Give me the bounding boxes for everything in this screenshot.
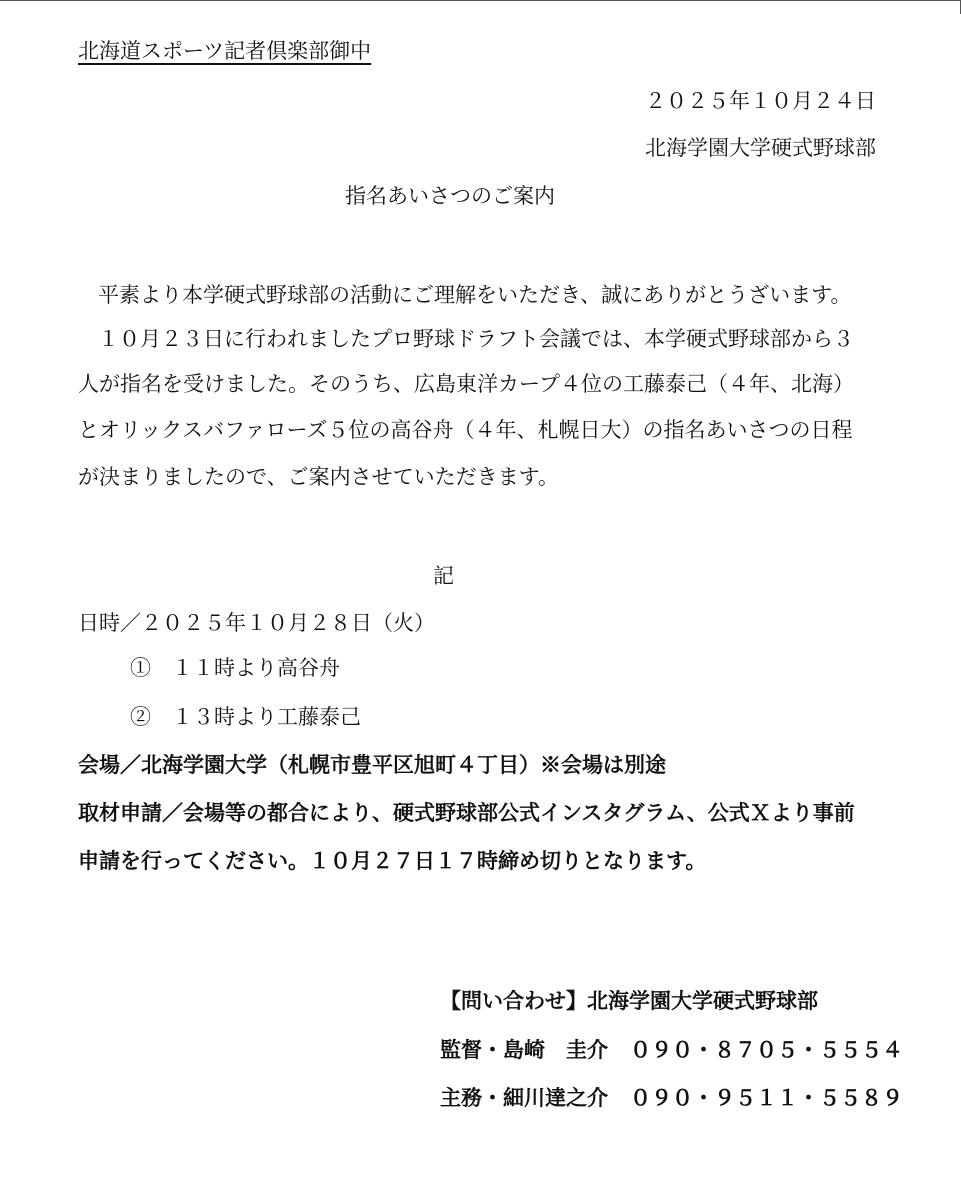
contact-phone-1: ０９０・８７０５・５５５４	[630, 1037, 903, 1062]
document-title: 指名あいさつのご案内	[345, 184, 555, 208]
contact-person-1: 監督・島崎 圭介	[440, 1037, 608, 1062]
schedule-item-2: ② １３時より工藤泰己	[130, 705, 361, 729]
press-request-line-1: 取材申請／会場等の都合により、硬式野球部公式インスタグラム、公式Ｘより事前	[78, 800, 855, 825]
top-border-line	[0, 0, 961, 1]
addressee: 北海道スポーツ記者倶楽部御中	[78, 39, 372, 63]
press-request-line-2: 申請を行ってください。１０月２７日１７時締め切りとなります。	[78, 848, 707, 873]
contact-row-2	[440, 1085, 903, 1111]
schedule-item-1: ① １１時より高谷舟	[130, 656, 340, 680]
ki-heading: 記	[433, 564, 454, 588]
contact-row-1	[440, 1037, 903, 1063]
contact-heading: 【問い合わせ】北海学園大学硬式野球部	[440, 988, 818, 1013]
body-line-4: とオリックスバファローズ５位の高谷舟（４年、札幌日大）の指名あいさつの日程	[78, 418, 853, 442]
body-line-5: が決まりましたので、ご案内させていただきます。	[78, 465, 559, 489]
body-line-3: 人が指名を受けました。そのうち、広島東洋カープ４位の工藤泰己（４年、北海）	[78, 372, 854, 396]
body-line-1: 平素より本学硬式野球部の活動にご理解をいただき、誠にありがとうざいます。	[98, 283, 852, 307]
contact-person-2: 主務・細川達之介	[440, 1085, 608, 1110]
event-datetime: 日時／２０２５年１０月２８日（火）	[78, 611, 435, 635]
document-date: ２０２５年１０月２４日	[645, 89, 876, 113]
body-line-2: １０月２３日に行われましたプロ野球ドラフト会議では、本学硬式野球部から３	[98, 327, 854, 351]
event-venue: 会場／北海学園大学（札幌市豊平区旭町４丁目）※会場は別途	[78, 752, 666, 777]
sender-organization: 北海学園大学硬式野球部	[645, 136, 876, 160]
contact-phone-2: ０９０・９５１１・５５８９	[630, 1085, 903, 1110]
